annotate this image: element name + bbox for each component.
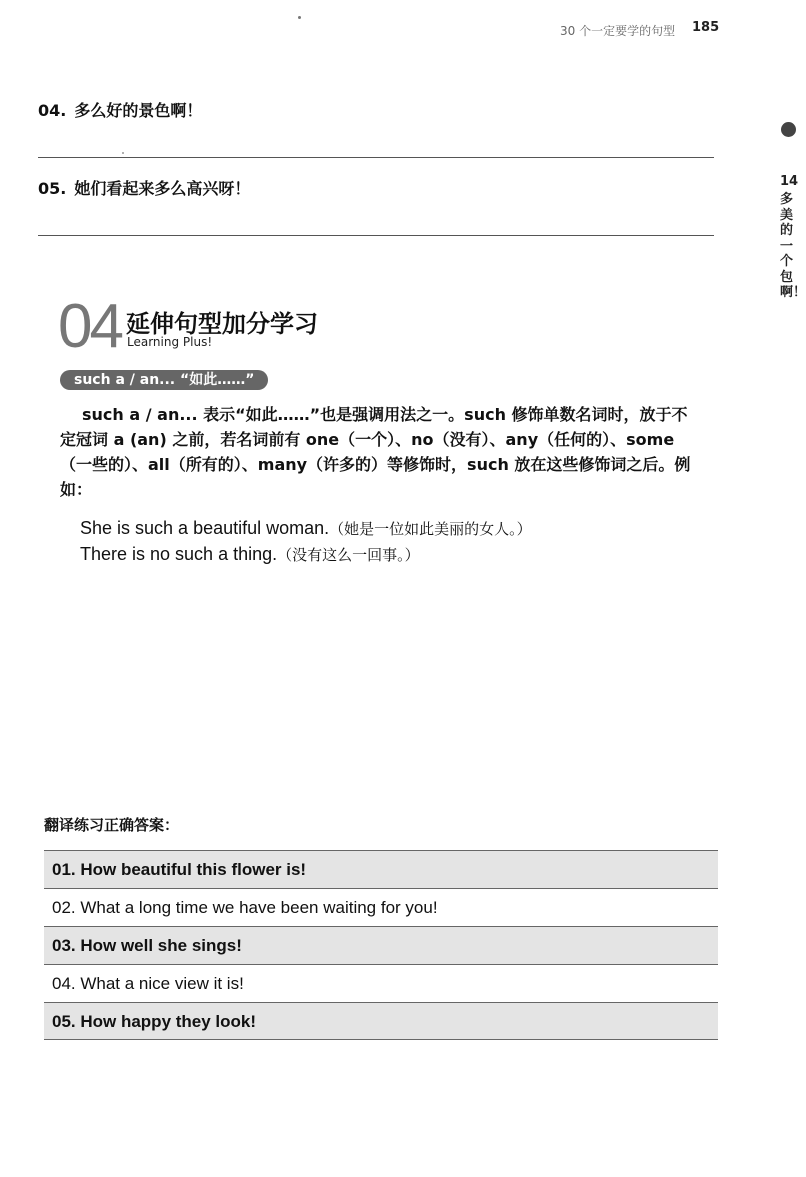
exercise-number: 05. [38, 179, 67, 198]
scan-speck [298, 16, 301, 19]
example-translation: （没有这么一回事。） [277, 546, 420, 564]
answers-table [44, 850, 718, 1040]
page-number: 185 [692, 20, 720, 35]
exercise-text: 多么好的景色啊！ [74, 101, 203, 120]
exercise-number: 04. [38, 101, 67, 120]
exercise-item [38, 98, 202, 121]
answer-row: 02. What a long time we have been waiting for you! [44, 888, 718, 926]
exercise-text: 她们看起来多么高兴呀！ [74, 179, 251, 198]
exercise-item [38, 176, 250, 199]
section-number: 04 [58, 292, 121, 361]
chapter-tab-title: 多美的一个包啊！ [780, 192, 806, 300]
answer-line [38, 235, 714, 236]
answer-row: 04. What a nice view it is! [44, 964, 718, 1002]
answers-title: 翻译练习正确答案： [44, 816, 180, 834]
topic-pill-label: such a / an... “如此……” [60, 370, 268, 390]
answer-row: 03. How well she sings! [44, 926, 718, 964]
section-title: 延伸句型加分学习 [126, 310, 318, 338]
example-translation: （她是一位如此美丽的女人。） [329, 520, 532, 538]
running-head: 30 个一定要学的句型 [560, 24, 676, 38]
answer-row: 01. How beautiful this flower is! [44, 850, 718, 888]
chapter-tab-number: 14 [780, 174, 799, 189]
chapter-tab-bullet [781, 122, 796, 137]
example-sentence [80, 544, 420, 565]
example-sentence [80, 518, 532, 539]
answer-line [38, 157, 714, 158]
example-english: She is such a beautiful woman. [80, 518, 330, 538]
scan-speck [122, 152, 124, 154]
section-subtitle: Learning Plus! [127, 335, 213, 349]
answer-row: 05. How happy they look! [44, 1002, 718, 1040]
example-english: There is no such a thing. [80, 544, 278, 564]
explanation-paragraph: such a / an... 表示“如此……”也是强调用法之一。such 修饰单数名词时，放于不定冠词 a (an) 之前，若名词前有 one（一个）、no（没有）、any（任何的）、some（一些的）、all（所有的）、many（许多的）等修饰时，such 放在这些修饰词之后。例如： [60, 405, 691, 499]
